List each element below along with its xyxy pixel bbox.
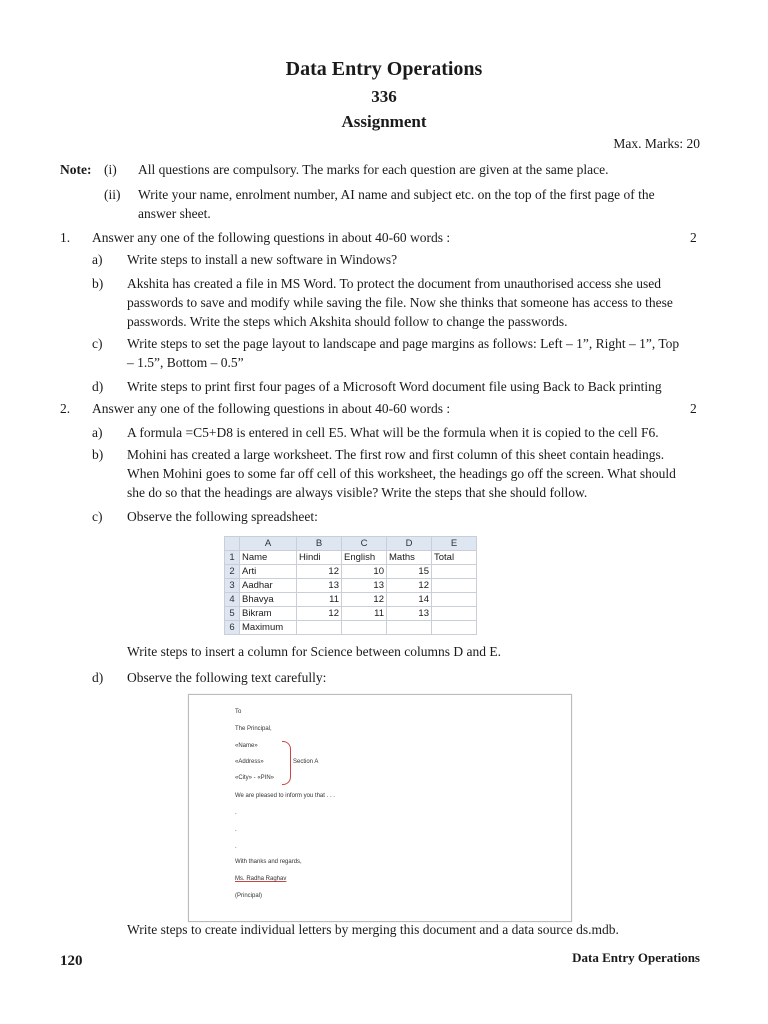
option-label: c) xyxy=(92,509,103,524)
table-cell: English xyxy=(342,551,387,565)
option-text: she do so that the headings are always visible? Write the steps that she should follow. xyxy=(127,485,588,500)
letter-sender: Ms. Radha Raghav xyxy=(235,876,287,882)
table-cell: Bikram xyxy=(240,607,297,621)
option-label: c) xyxy=(92,336,103,351)
note-item-text: Write your name, enrolment number, AI name and subject etc. on the top of the first page of the xyxy=(138,187,655,202)
table-cell xyxy=(432,565,477,579)
table-cell: 13 xyxy=(297,579,342,593)
table-row xyxy=(225,551,477,565)
question-number: 2. xyxy=(60,401,71,416)
corner-cell xyxy=(225,537,240,551)
table-cell: Arti xyxy=(240,565,297,579)
column-header: C xyxy=(342,537,387,551)
question-text: Answer any one of the following questions in about 40-60 words : xyxy=(92,230,451,245)
mail-merge-letter-image xyxy=(188,694,572,922)
note-label: Note: xyxy=(60,162,92,177)
table-cell xyxy=(432,579,477,593)
note-item-text: All questions are compulsory. The marks for each question are given at the same place. xyxy=(138,162,609,177)
table-cell: 14 xyxy=(387,593,432,607)
max-marks: Max. Marks: 20 xyxy=(613,136,700,151)
option-text: Write steps to set the page layout to landscape and page margins as follows: Left – 1”, Right – 1”, Top xyxy=(127,336,680,351)
column-header: A xyxy=(240,537,297,551)
option-text: Observe the following spreadsheet: xyxy=(127,509,318,524)
bracket-icon xyxy=(282,741,291,785)
row-number: 2 xyxy=(225,565,240,579)
column-header: E xyxy=(432,537,477,551)
table-cell: 11 xyxy=(297,593,342,607)
option-text: Observe the following text carefully: xyxy=(127,670,327,685)
letter-line: With thanks and regards, xyxy=(235,859,302,865)
row-number: 1 xyxy=(225,551,240,565)
document-title: Data Entry Operations xyxy=(285,58,483,80)
option-label: d) xyxy=(92,379,104,394)
option-label: a) xyxy=(92,425,103,440)
letter-line: (Principal) xyxy=(235,893,263,899)
option-text: passwords. Write the steps which Akshita should follow to change the passwords. xyxy=(127,314,568,329)
option-text: Write steps to install a new software in Windows? xyxy=(127,252,398,267)
option-text: A formula =C5+D8 is entered in cell E5. What will be the formula when it is copied to the cell F6. xyxy=(127,425,659,440)
option-text-after: Write steps to insert a column for Science between columns D and E. xyxy=(127,644,501,659)
table-cell: 12 xyxy=(297,607,342,621)
option-label: b) xyxy=(92,447,104,462)
question-marks: 2 xyxy=(690,230,697,245)
option-text: Mohini has created a large worksheet. The first row and first column of this sheet contain headings. xyxy=(127,447,665,462)
merge-field-address: «Address» xyxy=(235,759,264,765)
row-number: 3 xyxy=(225,579,240,593)
column-header: D xyxy=(387,537,432,551)
row-number: 5 xyxy=(225,607,240,621)
table-cell: 13 xyxy=(387,607,432,621)
option-label: d) xyxy=(92,670,104,685)
merge-field-city: «City» - «PIN» xyxy=(235,775,275,781)
footer-title: Data Entry Operations xyxy=(572,950,700,965)
table-cell: 13 xyxy=(342,579,387,593)
table-cell: Aadhar xyxy=(240,579,297,593)
option-label: b) xyxy=(92,276,104,291)
table-cell xyxy=(387,621,432,635)
question-text: Answer any one of the following questions in about 40-60 words : xyxy=(92,401,451,416)
merge-field-name: «Name» xyxy=(235,743,258,749)
table-row xyxy=(225,607,477,621)
table-row xyxy=(225,565,477,579)
letter-line: We are pleased to inform you that . . . xyxy=(235,793,335,799)
table-cell: Name xyxy=(240,551,297,565)
table-cell xyxy=(432,607,477,621)
letter-line: To xyxy=(235,709,242,715)
table-cell xyxy=(342,621,387,635)
table-cell: Hindi xyxy=(297,551,342,565)
table-cell: Maximum xyxy=(240,621,297,635)
note-item-text-continued: answer sheet. xyxy=(138,206,211,221)
course-code: 336 xyxy=(371,87,397,106)
letter-dot: . xyxy=(235,827,237,833)
question-marks: 2 xyxy=(690,401,697,416)
option-text: Akshita has created a file in MS Word. To protect the document from unauthorised access she used xyxy=(127,276,661,291)
option-text: – 1.5”, Bottom – 0.5” xyxy=(127,355,244,370)
table-row xyxy=(225,621,477,635)
section-label: Section A xyxy=(293,759,319,765)
note-item-number: (i) xyxy=(104,162,117,177)
option-text: Write steps to print first four pages of a Microsoft Word document file using Back to Back printing xyxy=(127,379,662,394)
table-cell: 15 xyxy=(387,565,432,579)
letter-line: The Principal, xyxy=(235,726,272,732)
row-number: 4 xyxy=(225,593,240,607)
table-cell: 12 xyxy=(387,579,432,593)
table-cell: 12 xyxy=(297,565,342,579)
table-cell xyxy=(432,593,477,607)
table-cell: Maths xyxy=(387,551,432,565)
table-cell: 12 xyxy=(342,593,387,607)
question-number: 1. xyxy=(60,230,71,245)
table-row xyxy=(225,579,477,593)
table-cell xyxy=(432,621,477,635)
letter-dot: . xyxy=(235,844,237,850)
option-text: passwords to save and modify while saving the file. Now she thinks that someone has access to these xyxy=(127,295,673,310)
row-number: 6 xyxy=(225,621,240,635)
table-cell: Bhavya xyxy=(240,593,297,607)
option-text-after: Write steps to create individual letters by merging this document and a data source ds.mdb. xyxy=(127,922,619,937)
table-row xyxy=(225,593,477,607)
note-item-number: (ii) xyxy=(104,187,121,202)
table-cell: 10 xyxy=(342,565,387,579)
table-cell xyxy=(297,621,342,635)
letter-dot: . xyxy=(235,810,237,816)
spreadsheet-table xyxy=(224,536,477,635)
page-number: 120 xyxy=(60,953,83,969)
table-cell: Total xyxy=(432,551,477,565)
table-cell: 11 xyxy=(342,607,387,621)
column-header: B xyxy=(297,537,342,551)
option-text: When Mohini goes to some far off cell of this worksheet, the headings go off the screen. What should xyxy=(127,466,676,481)
sheet-header-row xyxy=(225,537,477,551)
assignment-heading: Assignment xyxy=(341,112,427,131)
option-label: a) xyxy=(92,252,103,267)
